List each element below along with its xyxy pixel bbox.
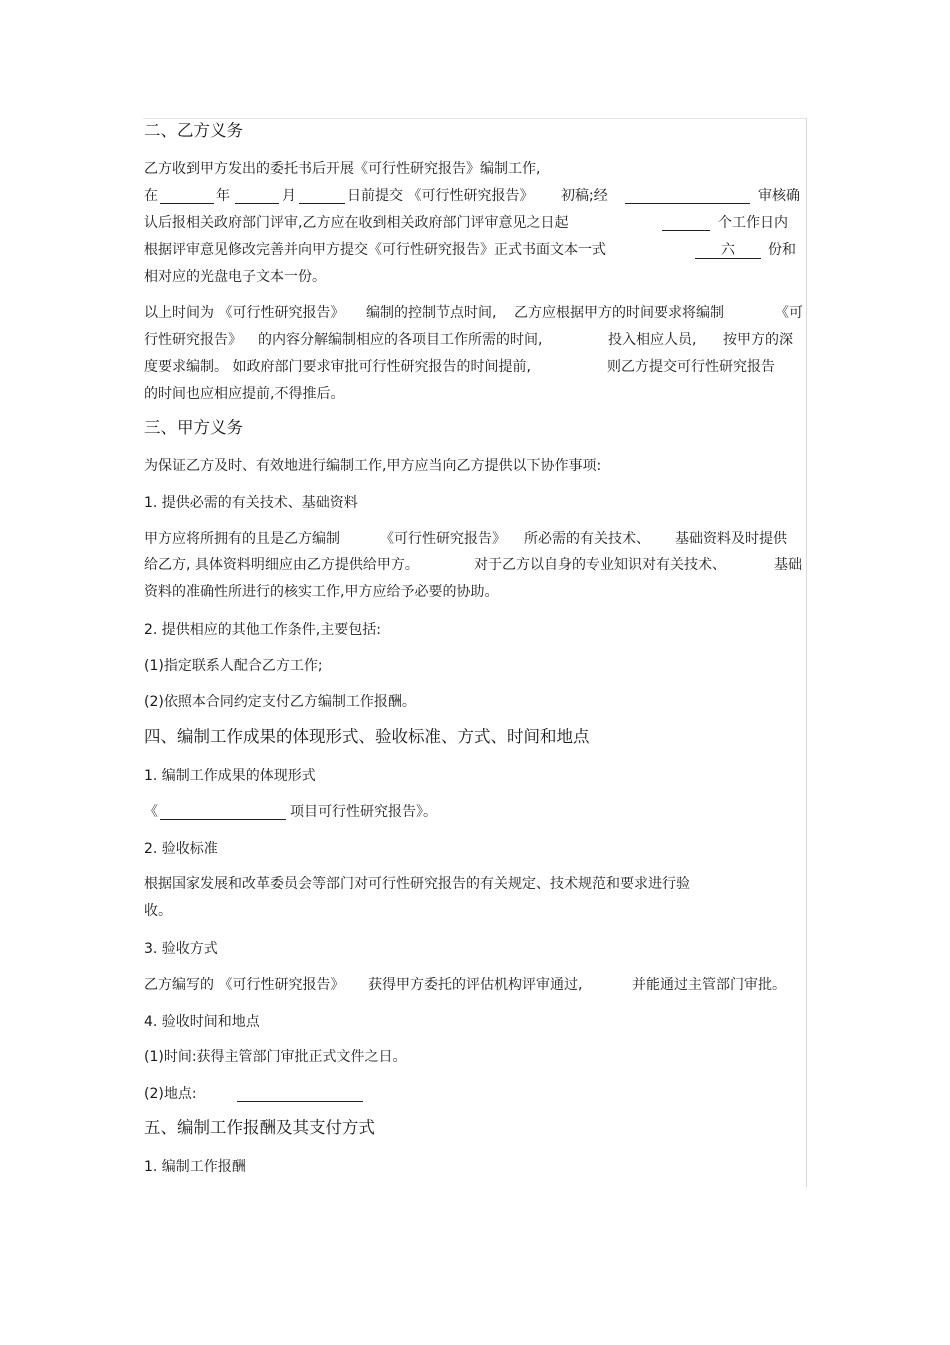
text-fragment: (2)地点: xyxy=(144,1086,197,1102)
year-blank xyxy=(160,188,214,204)
list-item: (1)时间:获得主管部门审批正式文件之日。 xyxy=(144,1049,407,1065)
text-fragment: 《可 xyxy=(775,305,803,321)
text-fragment: 年 xyxy=(216,188,230,204)
section-heading: 五、编制工作报酬及其支付方式 xyxy=(144,1118,375,1137)
text-fragment: 编制的控制节点时间, xyxy=(366,305,497,321)
text-fragment: 乙方编写的 《可行性研究报告》 xyxy=(144,977,345,993)
text-fragment: 份和 xyxy=(768,242,796,258)
text-fragment: 获得甲方委托的评估机构评审通过, xyxy=(368,977,583,993)
text-fragment: 根据评审意见修改完善并向甲方提交《可行性研究报告》正式书面文本一式 xyxy=(144,242,606,258)
place-blank xyxy=(237,1086,363,1102)
text-fragment: 个工作日内 xyxy=(718,215,788,231)
text-fragment: 项目可行性研究报告》。 xyxy=(290,804,437,820)
list-item: (1)指定联系人配合乙方工作; xyxy=(144,658,323,674)
text-fragment: 度要求编制。 如政府部门要求审批可行性研究报告的时间提前, xyxy=(144,359,531,375)
text-fragment: 甲方应将所拥有的且是乙方编制 xyxy=(144,531,340,547)
paragraph-line: 的时间也应相应提前,不得推后。 xyxy=(144,386,345,402)
text-fragment: 投入相应人员, xyxy=(608,332,697,348)
list-item: (2)依照本合同约定支付乙方编制工作报酬。 xyxy=(144,694,416,710)
list-item: 1. 编制工作报酬 xyxy=(144,1159,246,1175)
list-item: 1. 提供必需的有关技术、基础资料 xyxy=(144,495,358,511)
list-item: 1. 编制工作成果的体现形式 xyxy=(144,768,316,784)
text-fragment: 基础资料及时提供 xyxy=(675,531,787,547)
section-heading: 二、乙方义务 xyxy=(144,121,243,140)
list-item: 3. 验收方式 xyxy=(144,941,218,957)
text-fragment: 并能通过主管部门审批。 xyxy=(632,977,786,993)
month-blank xyxy=(235,188,279,204)
text-fragment: 审核确 xyxy=(758,188,800,204)
text-fragment: 则乙方提交可行性研究报告 xyxy=(607,359,775,375)
section-heading: 三、甲方义务 xyxy=(144,418,243,437)
day-blank xyxy=(299,188,345,204)
text-fragment: 基础 xyxy=(774,557,802,573)
list-item: 2. 提供相应的其他工作条件,主要包括: xyxy=(144,622,381,638)
paragraph-line: 资料的准确性所进行的核实工作,甲方应给予必要的协助。 xyxy=(144,584,499,600)
list-item: 4. 验收时间和地点 xyxy=(144,1014,260,1030)
text-fragment: 初稿;经 xyxy=(561,188,608,204)
text-fragment: 对于乙方以自身的专业知识对有关技术、 xyxy=(474,557,726,573)
paragraph-line: 为保证乙方及时、有效地进行编制工作,甲方应当向乙方提供以下协作事项: xyxy=(144,458,602,474)
text-fragment: 给乙方, 具体资料明细应由乙方提供给甲方。 xyxy=(144,557,419,573)
project-name-blank xyxy=(160,804,286,820)
paragraph-line: 相对应的光盘电子文本一份。 xyxy=(144,269,326,285)
text-fragment: 乙方应根据甲方的时间要求将编制 xyxy=(514,305,724,321)
paragraph-line: 乙方收到甲方发出的委托书后开展《可行性研究报告》编制工作, xyxy=(144,161,541,177)
text-fragment: 的内容分解编制相应的各项目工作所需的时间, xyxy=(258,332,543,348)
copies-field: 六 xyxy=(695,242,761,259)
text-fragment: 在 xyxy=(144,188,158,204)
text-fragment: 按甲方的深 xyxy=(723,332,793,348)
text-fragment: 以上时间为 《可行性研究报告》 xyxy=(144,305,345,321)
paragraph-line: 收。 xyxy=(144,903,172,919)
text-fragment: 《 xyxy=(144,804,158,820)
text-fragment: 所必需的有关技术、 xyxy=(524,531,650,547)
list-item: 2. 验收标准 xyxy=(144,841,218,857)
workdays-blank xyxy=(662,215,710,231)
text-fragment: 认后报相关政府部门评审,乙方应在收到相关政府部门评审意见之日起 xyxy=(144,215,569,231)
text-fragment: 《可行性研究报告》 xyxy=(380,531,506,547)
paragraph-line: 根据国家发展和改革委员会等部门对可行性研究报告的有关规定、技术规范和要求进行验 xyxy=(144,876,690,892)
reviewer-blank xyxy=(625,188,750,204)
text-fragment: 日前提交 《可行性研究报告》 xyxy=(347,188,534,204)
text-fragment: 行性研究报告》 xyxy=(144,332,242,348)
text-fragment: 月 xyxy=(282,188,296,204)
section-heading: 四、编制工作成果的体现形式、验收标准、方式、时间和地点 xyxy=(144,727,590,746)
